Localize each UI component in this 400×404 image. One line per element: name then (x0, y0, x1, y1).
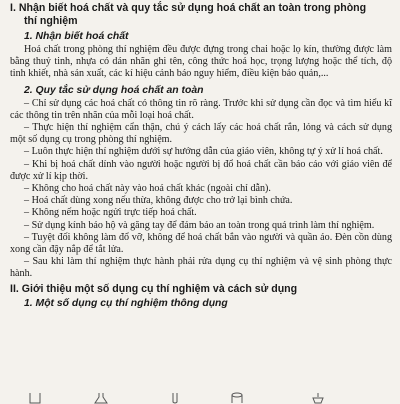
burner-icon (310, 392, 326, 404)
cylinder-icon (230, 392, 244, 404)
test-tube-icon (170, 392, 180, 404)
paragraph-identify-chemicals: Hoá chất trong phòng thí nghiệm đều được đựng trong chai hoặc lọ kín, thường được làm bằng thuỷ tinh, nhựa có dán nhãn ghi tên, công thức hoá học, trọng lượng hoặc thể tích, độ tinh khiết, nhà sản xuất, các kí hiệu cảnh báo nguy hiểm, điều kiện bảo quản,... (10, 44, 392, 80)
beaker-icon (28, 392, 42, 404)
rule-paragraph: – Sau khi làm thí nghiệm thực hành phải rửa dụng cụ thí nghiệm và vệ sinh phòng thực hành. (10, 256, 392, 280)
rule-paragraph: – Không cho hoá chất này vào hoá chất khác (ngoài chỉ dẫn). (24, 183, 271, 195)
rule-paragraph: – Thực hiện thí nghiệm cẩn thận, chú ý cách lấy các hoá chất rắn, lỏng và cách sử dụng một số dụng cụ trong phòng thí nghiệm. (10, 122, 392, 146)
section-2-title: II. Giới thiệu một số dụng cụ thí nghiệm và cách sử dụng (10, 282, 298, 295)
subsection-3-title: 1. Một số dụng cụ thí nghiệm thông dụng (24, 297, 228, 309)
rule-paragraph: – Chỉ sử dụng các hoá chất có thông tin rõ ràng. Trước khi sử dụng cần đọc và tìm hiểu kĩ các thông tin trên nhãn của mỗi loại hoá chất. (10, 97, 392, 121)
rule-paragraph: – Luôn thực hiện thí nghiệm dưới sự hướng dẫn của giáo viên, không tự ý xử lí hoá chất. (24, 146, 383, 158)
subsection-2-title: 2. Quy tắc sử dụng hoá chất an toàn (24, 84, 204, 96)
subsection-1-title: 1. Nhận biết hoá chất (24, 31, 129, 42)
lab-equipment-illustrations (20, 390, 390, 404)
section-1-title: I. Nhận biết hoá chất và quy tắc sử dụng hoá chất an toàn trong phòng (10, 2, 367, 14)
rule-paragraph: – Khi bị hoá chất dính vào người hoặc người bị đổ hoá chất cần báo cáo với giáo viên để được xử lí kịp thời. (10, 158, 392, 182)
rule-paragraph: – Tuyệt đối không làm đổ vỡ, không để hoá chất bắn vào người và quần áo. Đèn cồn dùng xong cần đậy nắp để tắt lửa. (10, 231, 392, 256)
section-1-title-continued: thí nghiệm (24, 15, 78, 27)
rule-paragraph: – Hoá chất dùng xong nếu thừa, không được cho trở lại bình chứa. (24, 195, 293, 207)
flask-icon (94, 392, 108, 404)
rule-paragraph: – Sử dụng kính bảo hộ và găng tay để đảm bảo an toàn trong quá trình làm thí nghiệm. (24, 219, 375, 231)
rule-paragraph: – Không nếm hoặc ngửi trực tiếp hoá chất. (24, 207, 197, 219)
